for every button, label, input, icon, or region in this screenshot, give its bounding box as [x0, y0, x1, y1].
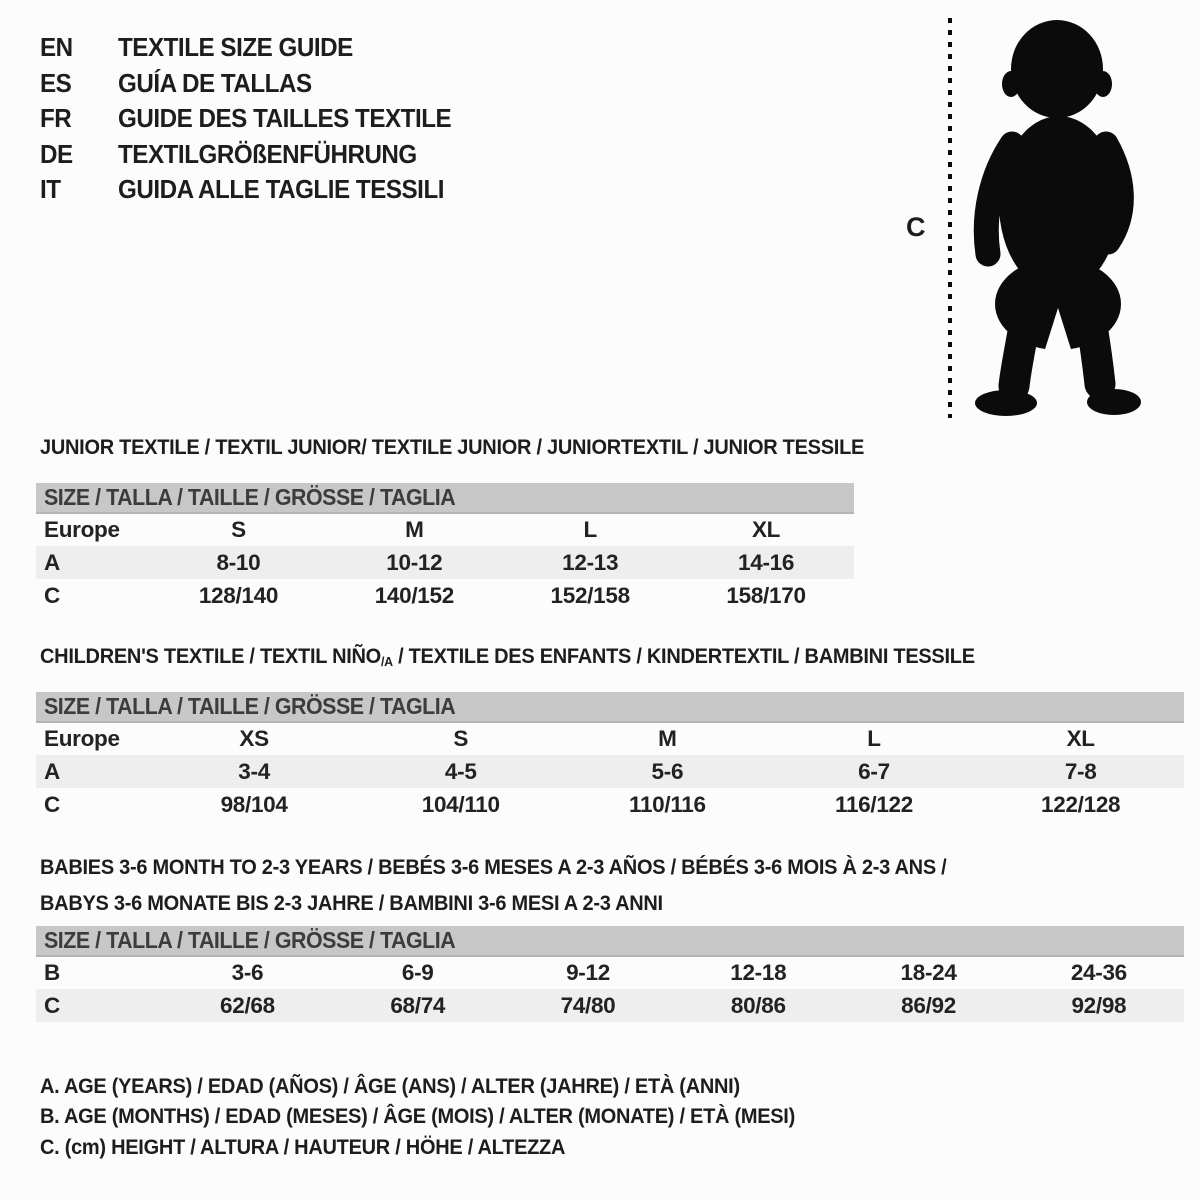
table-cell: 10-12 [386, 549, 443, 575]
table-cell: 3-6 [231, 960, 264, 985]
heading-subscript: /A [380, 654, 393, 669]
language-code: DE [40, 138, 73, 169]
table-cell: XL [1066, 726, 1095, 751]
table-cell: 12-18 [730, 960, 787, 985]
table-cell: 18-24 [900, 960, 957, 985]
table-cell: L [583, 517, 597, 542]
table-row-months [36, 956, 1184, 989]
size-header-row [36, 926, 1184, 956]
legend-line-c: C. (cm) HEIGHT / ALTURA / HAUTEUR / HÖHE / ALTEZZA [40, 1134, 566, 1159]
table-cell: 68/74 [390, 992, 446, 1018]
language-row-de [40, 140, 476, 176]
height-measure-label: C [906, 212, 926, 242]
table-row-height [36, 579, 854, 612]
language-code: FR [40, 103, 72, 134]
table-cell: 92/98 [1071, 992, 1127, 1018]
table-cell: 4-5 [444, 758, 477, 784]
junior-section-heading: JUNIOR TEXTILE / TEXTIL JUNIOR/ TEXTILE JUNIOR / JUNIORTEXTIL / JUNIOR TESSILE [40, 435, 865, 459]
language-row-it [40, 175, 476, 211]
row-label: A [44, 758, 60, 784]
size-header-bar: SIZE / TALLA / TAILLE / GRÖSSE / TAGLIA [36, 926, 1184, 956]
language-row-en [40, 33, 476, 69]
page-title: TEXTILE SIZE GUIDE [118, 32, 353, 62]
table-cell: 152/158 [550, 582, 630, 608]
table-row-height [36, 989, 1184, 1022]
table-cell: 9-12 [566, 960, 610, 985]
language-code: IT [40, 174, 61, 205]
size-header-bar: SIZE / TALLA / TAILLE / GRÖSSE / TAGLIA [36, 692, 1184, 722]
table-cell: M [658, 726, 677, 751]
table-cell: 140/152 [374, 582, 454, 608]
row-label: Europe [44, 726, 120, 751]
measurement-legend [40, 1073, 852, 1164]
legend-line-a: A. AGE (YEARS) / EDAD (AÑOS) / ÂGE (ANS) / ALTER (JAHRE) / ETÀ (ANNI) [40, 1074, 740, 1098]
table-cell: 122/128 [1041, 791, 1121, 817]
table-cell: 14-16 [738, 549, 795, 575]
table-row-age [36, 546, 854, 579]
table-row-europe [36, 513, 854, 546]
babies-size-table [36, 926, 1184, 1022]
table-row-age [36, 755, 1184, 788]
children-section-heading: CHILDREN'S TEXTILE / TEXTIL NIÑO/A / TEXTILE DES ENFANTS / KINDERTEXTIL / BAMBINI TESSILE [40, 644, 975, 669]
table-cell: 98/104 [220, 791, 288, 817]
table-cell: 6-9 [401, 960, 434, 985]
page-title-es: GUÍA DE TALLAS [118, 67, 312, 98]
table-cell: 3-4 [238, 758, 270, 784]
table-cell: 6-7 [858, 758, 890, 784]
table-cell: 128/140 [198, 582, 279, 608]
baby-silhouette-illustration [962, 14, 1148, 420]
language-title-block [40, 33, 476, 211]
table-cell: 104/110 [421, 791, 500, 817]
page-title-fr: GUIDE DES TAILLES TEXTILE [118, 103, 452, 134]
language-code: ES [40, 67, 72, 98]
size-header-row [36, 692, 1184, 722]
page-title-it: GUIDA ALLE TAGLIE TESSILI [118, 174, 445, 205]
row-label: A [44, 549, 60, 575]
size-header-bar: SIZE / TALLA / TAILLE / GRÖSSE / TAGLIA [36, 483, 854, 513]
babies-heading-line2: BABYS 3-6 MONATE BIS 2-3 JAHRE / BAMBINI 3-6 MESI A 2-3 ANNI [40, 891, 663, 915]
table-row-europe [36, 722, 1184, 755]
table-cell: 12-13 [562, 549, 619, 575]
page-title-de: TEXTILGRÖßENFÜHRUNG [118, 138, 417, 169]
row-label: B [44, 960, 60, 985]
row-label: C [44, 992, 60, 1018]
table-cell: 158/170 [726, 582, 806, 608]
table-cell: XS [239, 726, 269, 751]
table-cell: 80/86 [730, 992, 786, 1018]
size-header-row [36, 483, 854, 513]
table-cell: S [231, 517, 246, 542]
table-cell: 8-10 [216, 549, 261, 575]
row-label: C [44, 582, 60, 608]
table-cell: XL [751, 517, 781, 542]
children-size-table [36, 692, 1184, 821]
table-cell: 62/68 [220, 992, 275, 1018]
legend-line-b: B. AGE (MONTHS) / EDAD (MESES) / ÂGE (MOIS) / ALTER (MONATE) / ETÀ (MESI) [40, 1104, 795, 1129]
table-cell: 110/116 [628, 791, 706, 817]
table-cell: L [867, 726, 881, 751]
row-label: C [44, 791, 60, 817]
babies-heading-line1: BABIES 3-6 MONTH TO 2-3 YEARS / BEBÉS 3-6 MESES A 2-3 AÑOS / BÉBÉS 3-6 MOIS À 2-3 ANS / [40, 855, 947, 879]
junior-size-table [36, 483, 854, 612]
table-cell: 86/92 [901, 992, 956, 1018]
table-cell: S [453, 726, 469, 751]
language-code: EN [40, 32, 73, 62]
table-cell: M [405, 517, 424, 542]
height-measure-line [946, 16, 954, 420]
table-cell: 74/80 [560, 992, 616, 1018]
table-cell: 116/122 [834, 791, 913, 817]
language-row-fr [40, 104, 476, 140]
table-cell: 24-36 [1070, 960, 1127, 985]
table-cell: 5-6 [651, 758, 684, 784]
babies-section-heading [40, 849, 1015, 921]
row-label: Europe [44, 517, 120, 542]
table-row-height [36, 788, 1184, 821]
table-cell: 7-8 [1064, 758, 1097, 784]
language-row-es [40, 69, 476, 105]
